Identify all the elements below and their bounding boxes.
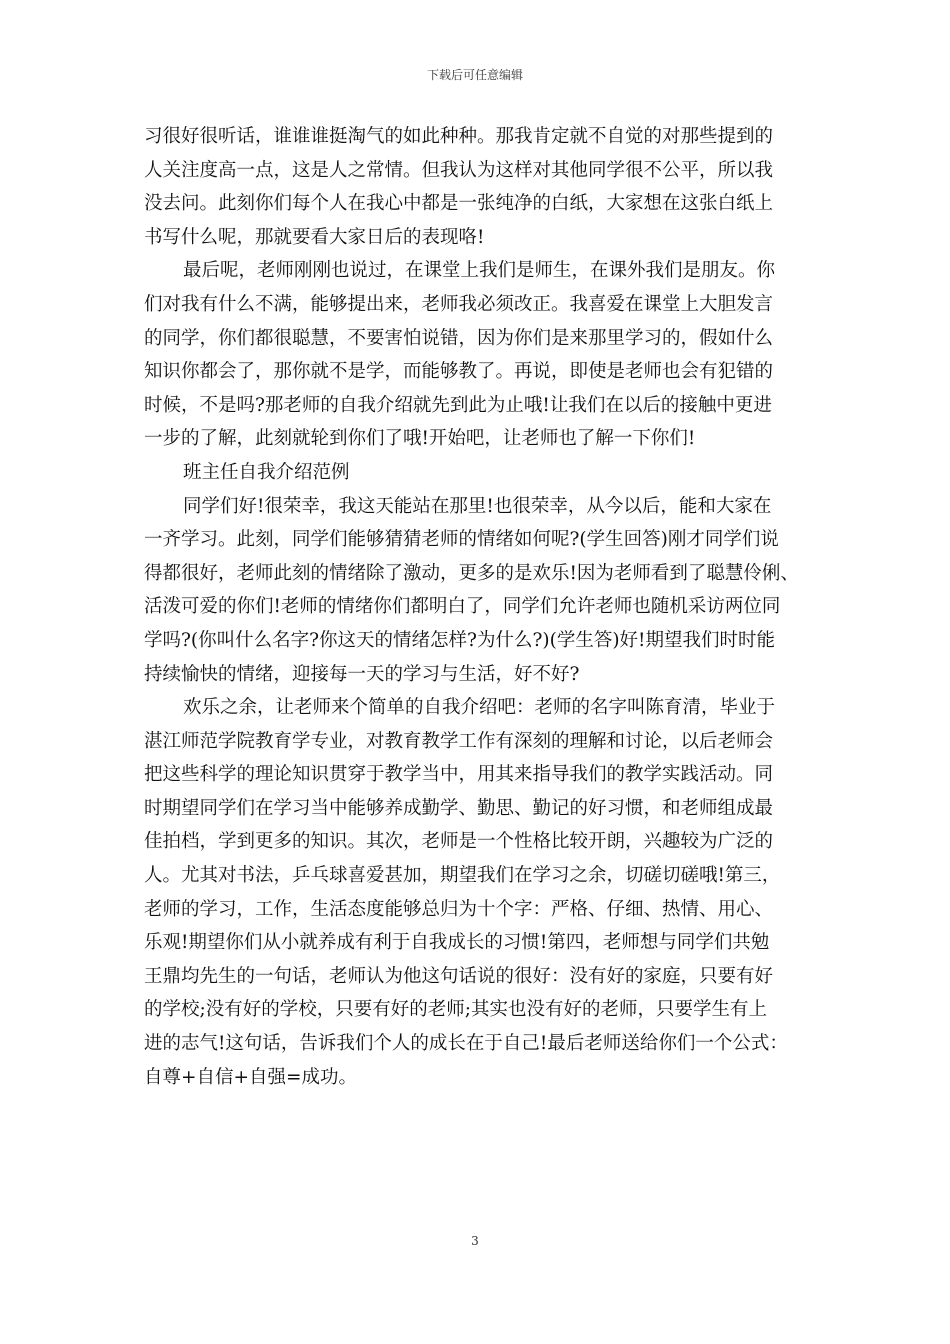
- paragraph-first-line: 欢乐之余，让老师来个简单的自我介绍吧：老师的名字叫陈育清，毕业于: [183, 697, 776, 719]
- text-line: 持续愉快的情绪，迎接每一天的学习与生活，好不好?: [144, 663, 580, 685]
- text-line: 习很好很听话，谁谁谁挺淘气的如此种种。那我肯定就不自觉的对那些提到的: [144, 126, 774, 147]
- body-text: [144, 120, 808, 1094]
- text-line: 进的志气!这句话，告诉我们个人的成长在于自己!最后老师送给你们一个公式：: [144, 1033, 788, 1055]
- text-line: 时期望同学们在学习当中能够养成勤学、勤思、勤记的好习惯，和老师组成最: [144, 797, 774, 819]
- text-line: 活泼可爱的你们!老师的情绪你们都明白了，同学们允许老师也随机采访两位同: [144, 596, 781, 618]
- text-line: 王鼎均先生的一句话，老师认为他这句话说的很好：没有好的家庭，只要有好: [144, 965, 774, 987]
- text-line: 人。尤其对书法，乒乓球喜爱甚加，期望我们在学习之余，切磋切磋哦!第三，: [144, 865, 781, 887]
- text-line: 湛江师范学院教育学专业，对教育教学工作有深刻的理解和讨论，以后老师会: [144, 730, 774, 752]
- text-line: 的同学，你们都很聪慧，不要害怕说错，因为你们是来那里学习的，假如什么: [144, 327, 774, 349]
- text-line: 乐观!期望你们从小就养成有利于自我成长的习惯!第四，老师想与同学们共勉: [144, 932, 770, 954]
- text-line: 一步的了解，此刻就轮到你们了哦!开始吧，让老师也了解一下你们!: [144, 428, 696, 450]
- text-line: 没去问。此刻你们每个人在我心中都是一张纯净的白纸，大家想在这张白纸上: [144, 193, 774, 215]
- paragraph-first-line: 最后呢，老师刚刚也说过，在课堂上我们是师生，在课外我们是朋友。你: [183, 260, 776, 282]
- page-number: 3: [471, 1234, 479, 1248]
- section-heading: 班主任自我介绍范例: [183, 461, 350, 483]
- page-header: 下载后可任意编辑: [426, 68, 523, 82]
- text-line: 们对我有什么不满，能够提出来，老师我必须改正。我喜爱在课堂上大胆发言: [144, 293, 774, 315]
- paragraph-first-line: 同学们好!很荣幸，我这天能站在那里!也很荣幸，从今以后，能和大家在: [183, 495, 772, 517]
- text-line: 佳拍档，学到更多的知识。其次，老师是一个性格比较开朗，兴趣较为广泛的: [144, 831, 774, 853]
- text-line: 把这些科学的理论知识贯穿于教学当中，用其来指导我们的教学实践活动。同: [144, 764, 774, 786]
- text-line: 老师的学习，工作，生活态度能够总归为十个字：严格、仔细、热情、用心、: [144, 898, 774, 920]
- text-line: 的学校;没有好的学校，只要有好的老师;其实也没有好的老师，只要学生有上: [144, 999, 767, 1021]
- text-line: 书写什么呢，那就要看大家日后的表现咯!: [144, 226, 485, 248]
- text-line: 自尊+自信+自强=成功。: [144, 1066, 358, 1088]
- text-line: 人关注度高一点，这是人之常情。但我认为这样对其他同学很不公平，所以我: [144, 159, 774, 181]
- text-line: 学吗?(你叫什么名字?你这天的情绪怎样?为什么?)(学生答)好!期望我们时时能: [144, 629, 775, 651]
- text-line: 知识你都会了，那你就不是学，而能够教了。再说，即使是老师也会有犯错的: [144, 361, 774, 383]
- text-line: 得都很好，老师此刻的情绪除了激动，更多的是欢乐!因为老师看到了聪慧伶俐、: [144, 562, 799, 584]
- text-line: 时候，不是吗?那老师的自我介绍就先到此为止哦!让我们在以后的接触中更进: [144, 394, 772, 416]
- text-line: 一齐学习。此刻，同学们能够猜猜老师的情绪如何呢?(学生回答)刚才同学们说: [144, 529, 779, 551]
